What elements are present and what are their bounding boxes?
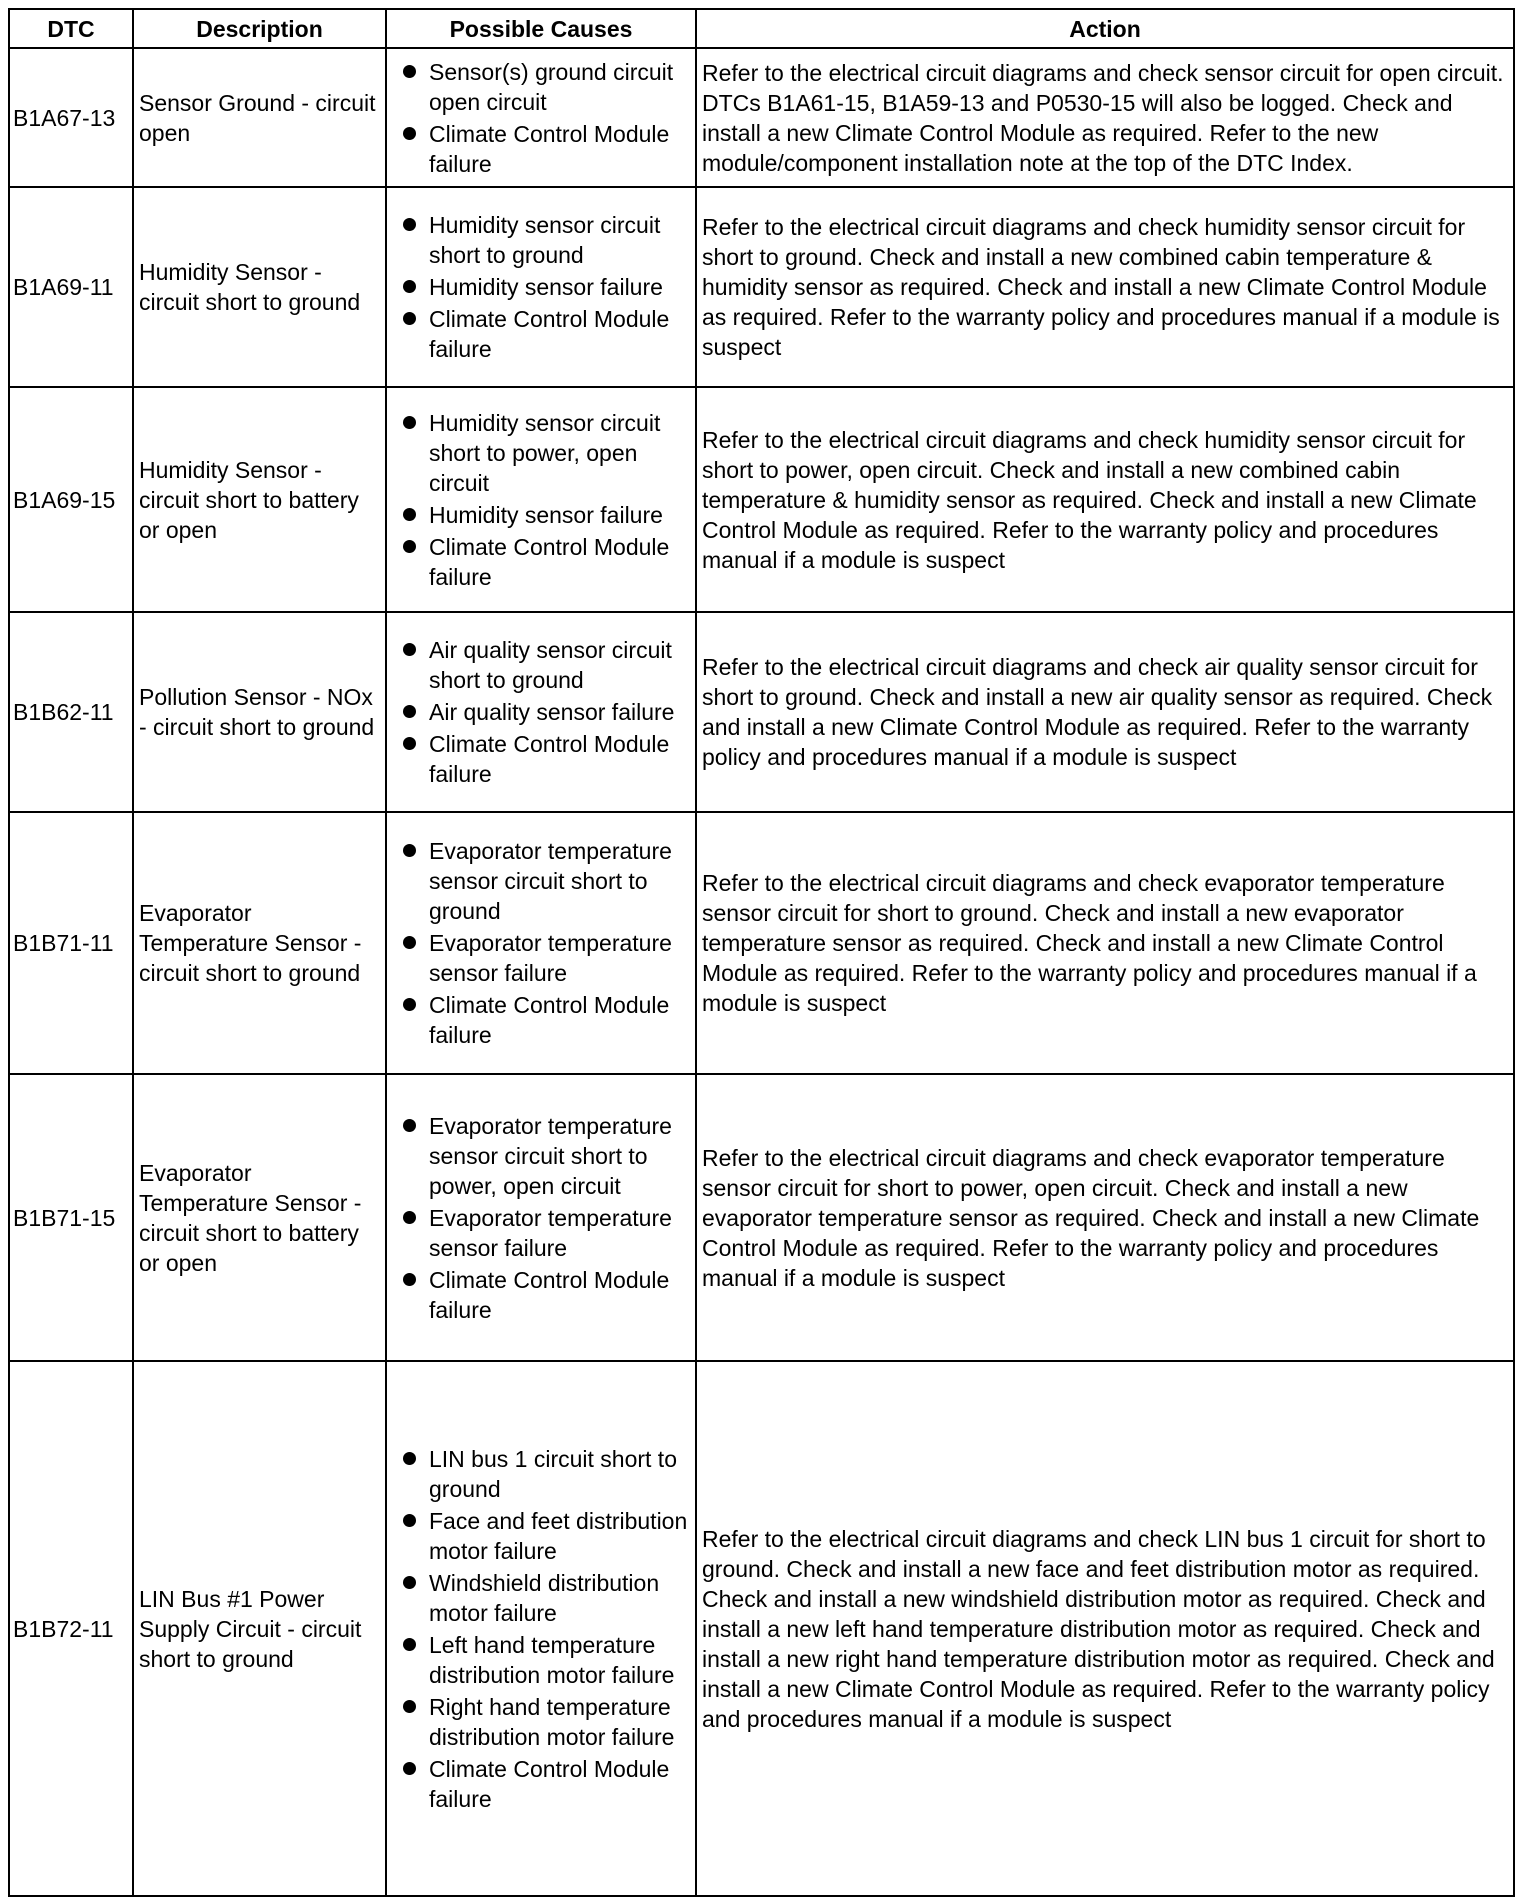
- dtc-code: B1B71-11: [9, 812, 133, 1074]
- cause-item: Evaporator temperature sensor failure: [395, 1203, 693, 1263]
- dtc-action: Refer to the electrical circuit diagrams and check evaporator temperature sensor circuit for short to ground. Check and install a new evaporator temperature sensor as required. Check and install a new Climate Control Module as required. Refer to the warranty policy and procedures manual if a module is suspect: [696, 812, 1514, 1074]
- cause-item: Humidity sensor failure: [395, 500, 693, 530]
- possible-causes: [386, 612, 696, 812]
- dtc-table: [8, 8, 1515, 1897]
- dtc-description: Sensor Ground - circuit open: [133, 48, 386, 187]
- header-row: [9, 9, 1514, 48]
- cause-item: Air quality sensor circuit short to ground: [395, 635, 693, 695]
- possible-causes: [386, 387, 696, 612]
- cause-item: Face and feet distribution motor failure: [395, 1506, 693, 1566]
- dtc-code: B1A69-11: [9, 187, 133, 387]
- table-row: [9, 1074, 1514, 1361]
- dtc-code: B1B71-15: [9, 1074, 133, 1361]
- cause-item: Climate Control Module failure: [395, 729, 693, 789]
- cause-item: Climate Control Module failure: [395, 119, 693, 179]
- dtc-code: B1B72-11: [9, 1361, 133, 1896]
- dtc-action: Refer to the electrical circuit diagrams and check humidity sensor circuit for short to ground. Check and install a new combined cabin temperature & humidity sensor as required. Check and install a new Climate Control Module as required. Refer to the warranty policy and procedures manual if a module is suspect: [696, 187, 1514, 387]
- dtc-action: Refer to the electrical circuit diagrams and check humidity sensor circuit for short to power, open circuit. Check and install a new combined cabin temperature & humidity sensor as required. Check and install a new Climate Control Module as required. Refer to the warranty policy and procedures manual if a module is suspect: [696, 387, 1514, 612]
- causes-list: [395, 210, 693, 364]
- causes-list: [395, 408, 693, 592]
- cause-item: Climate Control Module failure: [395, 532, 693, 592]
- dtc-code: B1A67-13: [9, 48, 133, 187]
- dtc-description: Evaporator Temperature Sensor - circuit short to ground: [133, 812, 386, 1074]
- cause-item: Sensor(s) ground circuit open circuit: [395, 57, 693, 117]
- causes-list: [395, 635, 693, 789]
- dtc-description: Evaporator Temperature Sensor - circuit short to battery or open: [133, 1074, 386, 1361]
- cause-item: Humidity sensor circuit short to power, open circuit: [395, 408, 693, 498]
- causes-list: [395, 1111, 693, 1325]
- cause-item: Right hand temperature distribution motor failure: [395, 1692, 693, 1752]
- cause-item: Air quality sensor failure: [395, 697, 693, 727]
- possible-causes: [386, 1074, 696, 1361]
- header-description: Description: [133, 9, 386, 48]
- cause-item: Left hand temperature distribution motor failure: [395, 1630, 693, 1690]
- cause-item: Climate Control Module failure: [395, 990, 693, 1050]
- dtc-description: Humidity Sensor - circuit short to battery or open: [133, 387, 386, 612]
- possible-causes: [386, 812, 696, 1074]
- possible-causes: [386, 48, 696, 187]
- table-row: [9, 187, 1514, 387]
- cause-item: Climate Control Module failure: [395, 1265, 693, 1325]
- cause-item: Humidity sensor circuit short to ground: [395, 210, 693, 270]
- dtc-description: Humidity Sensor -circuit short to ground: [133, 187, 386, 387]
- cause-item: Evaporator temperature sensor circuit short to ground: [395, 836, 693, 926]
- dtc-code: B1B62-11: [9, 612, 133, 812]
- table-row: [9, 812, 1514, 1074]
- causes-list: [395, 57, 693, 179]
- dtc-action: Refer to the electrical circuit diagrams and check air quality sensor circuit for short to ground. Check and install a new air quality sensor as required. Check and install a new Climate Control Module as required. Refer to the warranty policy and procedures manual if a module is suspect: [696, 612, 1514, 812]
- table-body: [9, 48, 1514, 1896]
- table-row: [9, 612, 1514, 812]
- table-row: [9, 387, 1514, 612]
- cause-item: Windshield distribution motor failure: [395, 1568, 693, 1628]
- cause-item: Humidity sensor failure: [395, 272, 693, 302]
- cause-item: Climate Control Module failure: [395, 304, 693, 364]
- header-action: Action: [696, 9, 1514, 48]
- table-row: [9, 48, 1514, 187]
- causes-list: [395, 836, 693, 1050]
- table-row: [9, 1361, 1514, 1896]
- dtc-action: Refer to the electrical circuit diagrams and check sensor circuit for open circuit. DTCs B1A61-15, B1A59-13 and P0530-15 will also be logged. Check and install a new Climate Control Module as required. Refer to the new module/component installation note at the top of the DTC Index.: [696, 48, 1514, 187]
- cause-item: Evaporator temperature sensor failure: [395, 928, 693, 988]
- dtc-description: LIN Bus #1 Power Supply Circuit - circuit short to ground: [133, 1361, 386, 1896]
- dtc-description: Pollution Sensor - NOx - circuit short to ground: [133, 612, 386, 812]
- causes-list: [395, 1444, 693, 1814]
- dtc-action: Refer to the electrical circuit diagrams and check evaporator temperature sensor circuit for short to power, open circuit. Check and install a new evaporator temperature sensor as required. Check and install a new Climate Control Module as required. Refer to the warranty policy and procedures manual if a module is suspect: [696, 1074, 1514, 1361]
- header-dtc: DTC: [9, 9, 133, 48]
- cause-item: LIN bus 1 circuit short to ground: [395, 1444, 693, 1504]
- cause-item: Climate Control Module failure: [395, 1754, 693, 1814]
- dtc-code: B1A69-15: [9, 387, 133, 612]
- header-possible-causes: Possible Causes: [386, 9, 696, 48]
- possible-causes: [386, 1361, 696, 1896]
- possible-causes: [386, 187, 696, 387]
- cause-item: Evaporator temperature sensor circuit short to power, open circuit: [395, 1111, 693, 1201]
- dtc-action: Refer to the electrical circuit diagrams and check LIN bus 1 circuit for short to ground. Check and install a new face and feet distribution motor as required. Check and install a new windshield distribution motor as required. Check and install a new left hand temperature distribution motor as required. Check and install a new right hand temperature distribution motor as required. Check and install a new Climate Control Module as required. Refer to the warranty policy and procedures manual if a module is suspect: [696, 1361, 1514, 1896]
